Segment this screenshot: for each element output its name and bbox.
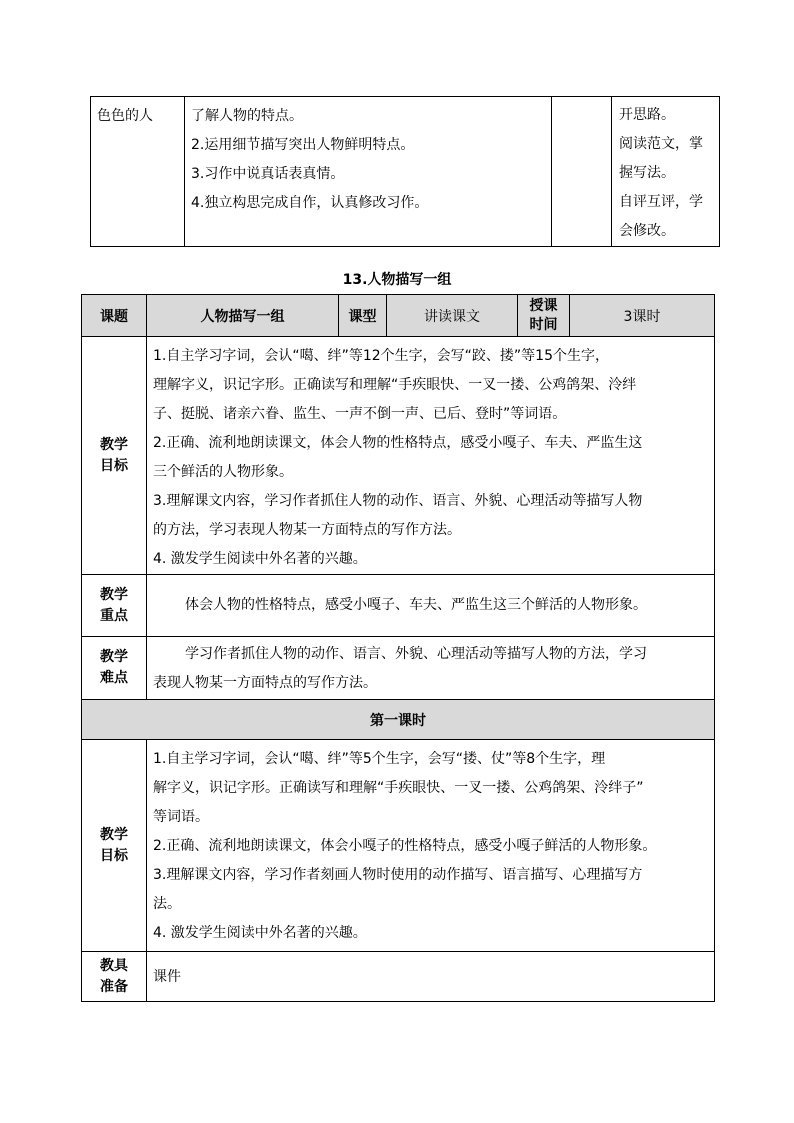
goal-line: 三个鲜活的人物形象。 <box>153 464 293 480</box>
goal-line: 理解字义，识记字形。正确读写和理解“手疾眼快、一叉一搂、公鸡鸽架、泠绊 <box>153 377 637 393</box>
unit-method-cell <box>612 97 720 247</box>
header-row <box>82 295 715 337</box>
lesson-one-goals-label: 教学 目标 <box>82 740 147 952</box>
lesson-one-title: 第一课时 <box>82 700 715 740</box>
unit-method-line: 阅读范文，掌 <box>619 136 703 152</box>
type-label: 课型 <box>339 295 387 337</box>
unit-goal-line: 2.运用细节描写突出人物鲜明特点。 <box>191 137 415 153</box>
focus-row <box>82 575 715 637</box>
lesson-one-goal-line: 3.理解课文内容，学习作者刻画人物时使用的动作描写、语言描写、心理描写方 <box>153 867 643 883</box>
lesson-title: 13.人物描写一组 <box>342 272 452 288</box>
lesson-one-header-row <box>82 700 715 740</box>
unit-method-line: 握写法。 <box>619 165 675 181</box>
unit-goal-line: 3.习作中说真话表真情。 <box>191 166 345 182</box>
goal-line: 的方法，学习表现人物某一方面特点的写作方法。 <box>153 522 461 538</box>
unit-name-cell <box>91 97 185 247</box>
unit-method-line: 开思路。 <box>619 107 675 123</box>
difficulty-line: 学习作者抓住人物的动作、语言、外貌、心理活动等描写人物的方法，学习 <box>185 646 647 662</box>
unit-method-line: 自评互评，学 <box>619 194 703 210</box>
unit-method-line: 会修改。 <box>619 223 675 239</box>
tools-value: 课件 <box>147 952 715 1002</box>
tools-row <box>82 952 715 1002</box>
lesson-one-goal-line: 2.正确、流利地朗读课文，体会小嘎子的性格特点，感受小嘎子鲜活的人物形象。 <box>153 838 657 854</box>
lesson-one-goals-row <box>82 740 715 952</box>
goal-line: 2.正确、流利地朗读课文，体会人物的性格特点，感受小嘎子、车夫、严监生这 <box>153 435 643 451</box>
lesson-one-goal-line: 1.自主学习字词，会认“噶、绊”等5个生字，会写“搂、仗”等8个生字，理 <box>153 751 606 767</box>
hours-value: 3课时 <box>570 295 715 337</box>
topic-label: 课题 <box>82 295 147 337</box>
type-value: 讲读课文 <box>387 295 518 337</box>
unit-goals-cell <box>185 97 552 247</box>
difficulty-content <box>147 637 715 700</box>
previous-unit-table <box>90 96 720 247</box>
goal-line: 1.自主学习字词，会认“噶、绊”等12个生字，会写“跤、搂”等15个生字， <box>153 348 609 364</box>
unit-name: 色色的人 <box>97 108 153 124</box>
goals-row <box>82 337 715 575</box>
difficulty-label: 教学 难点 <box>82 637 147 700</box>
goals-label: 教学 目标 <box>82 337 147 575</box>
unit-goal-line: 4.独立构思完成自作，认真修改习作。 <box>191 195 429 211</box>
lesson-one-goal-line: 4. 激发学生阅读中外名著的兴趣。 <box>153 925 367 941</box>
lesson-one-goal-line: 等词语。 <box>153 809 209 825</box>
unit-goal-line: 了解人物的特点。 <box>191 108 303 124</box>
lesson-one-goal-line: 法。 <box>153 896 181 912</box>
lesson-one-goal-line: 解字义，识记字形。正确读写和理解“手疾眼快、一叉一搂、公鸡鸽架、泠绊子” <box>153 780 644 796</box>
tools-label: 教具 准备 <box>82 952 147 1002</box>
lesson-one-goals-content <box>147 740 715 952</box>
goal-line: 3.理解课文内容，学习作者抓住人物的动作、语言、外貌、心理活动等描写人物 <box>153 493 643 509</box>
goals-content <box>147 337 715 575</box>
lesson-plan-table <box>81 294 715 1002</box>
goal-line: 子、挺脱、诸亲六眷、监生、一声不倒一声、已后、登时”等词语。 <box>153 406 567 422</box>
topic-value: 人物描写一组 <box>147 295 339 337</box>
focus-content: 体会人物的性格特点，感受小嘎子、车夫、严监生这三个鲜活的人物形象。 <box>147 575 715 637</box>
empty-cell <box>552 97 612 247</box>
difficulty-row <box>82 637 715 700</box>
hours-label: 授课 时间 <box>518 295 570 337</box>
difficulty-line: 表现人物某一方面特点的写作方法。 <box>153 675 377 691</box>
goal-line: 4. 激发学生阅读中外名著的兴趣。 <box>153 551 367 567</box>
focus-label: 教学 重点 <box>82 575 147 637</box>
